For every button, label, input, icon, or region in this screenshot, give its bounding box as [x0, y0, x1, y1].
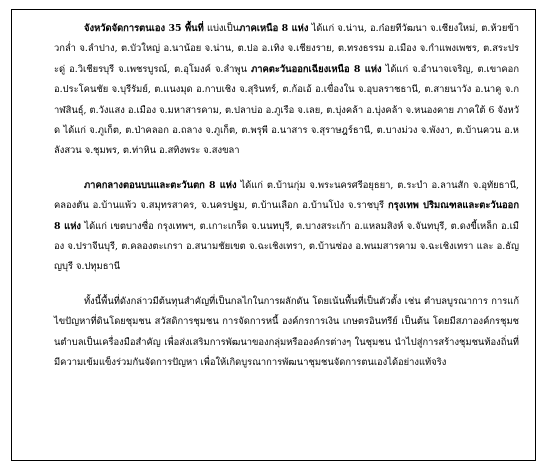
heading-35-areas: จังหวัดจัดการตนเอง 35 พื้นที่ — [84, 23, 204, 34]
mechanisms-text: ทั้งนี้พื้นที่ดังกล่าวมีต้นทุนสำคัญที่เป็นกลไกในการผลักดัน โดยเน้นพื้นที่เป็นตัวตั้ง เช่น ตำบลบูรณาการ การแก้ไขปัญหาที่ดินโดยชุมชน สวัสดิการชุมชน การจัดการหนี้ องค์กรการเงิน เกษตรอินทรีย์ เป็นต้น โดยมีสภาองค์กรชุมชนตำบลเป็นเครื่องมือสำคัญ เพื่อส่งเสริมการพัฒนาของกลุ่มหรือองค์กรต่างๆ ในชุมชน นำไปสู่การสร้างชุมชนท้องถิ่นที่มีความเข้มแข็งร่วมกันจัดการปัญหา เพื่อให้เกิดบูรณาการพัฒนาชุมชนจัดการตนเองได้อย่างแท้จริง — [54, 295, 519, 369]
text-divided-into: แบ่งเป็น — [203, 23, 240, 34]
document-frame — [11, 9, 536, 461]
paragraph-central-east — [54, 176, 519, 278]
heading-northeast-8: ภาคตะวันออกเฉียงเหนือ 8 แห่ง — [251, 63, 382, 75]
heading-bangkok-east-8: กรุงเทพ ปริมณฑลและตะวันออก 8 แห่ง — [54, 200, 519, 232]
northeast-south-areas-list: ได้แก่ จ.อำนาจเจริญ, ต.เขาคอก อ.ประโคนชัย จ.บุรีรัมย์, ต.แนงมุด อ.กาบเชิง จ.สุรินทร์, ต.ก้อเอ้ อ.เขื่องใน จ.อุบลราชธานี, ต.สายนาวัง อ.นาคู จ.กาฬสินธุ์, ต.วังแสง อ.เมือง จ.มหาสารคาม, ต.ปลาบ่อ อ.ภูเรือ จ.เลย, ต.บุ่งคล้า อ.บุ่งคล้า จ.หนองคาย ภาคใต้ 6 จังหวัด ได้แก่ จ.ภูเก็ต, ต.ป่าคลอก อ.ถลาง จ.ภูเก็ต, ต.พรุพี อ.นาสาร จ.สุราษฎร์ธานี, ต.บางม่วง จ.พังงา, ต.บ้านควน อ.หลังสวน จ.ชุมพร, ต.ท่าหิน อ.สทิงพระ จ.สงขลา — [54, 63, 519, 157]
heading-north-8: ภาคเหนือ 8 แห่ง — [239, 23, 309, 34]
paragraph-north-northeast-south — [54, 19, 519, 162]
bangkok-east-areas-list: ได้แก่ เขตบางซื่อ กรุงเทพฯ, ต.เกาะเกร็ด จ.นนทบุรี, ต.บางสระเก้า อ.แหลมสิงห์ จ.จันทบุรี, ต.ดงขี้เหล็ก อ.เมือง จ.ปราจีนบุรี, ต.คลองตะเกรา อ.สนามชัยเขต จ.ฉะเชิงเทรา, ต.บ้านซ่อง อ.พนมสารคาม จ.ฉะเชิงเทรา และ อ.ธัญญบุรี จ.ปทุมธานี — [54, 220, 519, 273]
north-areas-list: ได้แก่ จ.น่าน, อ.ก๋อยทีวัฒนา จ.เชียงใหม่, ต.ห้วยข้าวกล่ำ จ.ลำปาง, ต.บัวใหญ่ อ.นาน้อย จ.น่าน, ต.ปอ อ.เทิง จ.เชียงราย, ต.ทรงธรรม อ.เมือง จ.กำแพงเพชร, ต.สระประดู่ อ.วิเชียรบุรี จ.เพชรบูรณ์, ต.อุโมงค์ จ.ลำพูน — [54, 23, 519, 75]
paragraph-mechanisms — [54, 292, 519, 374]
central-west-areas-list: ได้แก่ ต.บ้านกุ่ม จ.พระนครศรีอยุธยา, ต.ระบำ อ.ลานสัก จ.อุทัยธานี, คลองตัน อ.บ้านแพ้ว จ.สมุทรสาคร, จ.นครปฐม, ต.บ้านเลือก อ.บ้านโป่ง จ.ราชบุรี — [54, 179, 519, 212]
heading-central-west-8: ภาคกลางตอนบนและตะวันตก 8 แห่ง — [84, 179, 237, 191]
